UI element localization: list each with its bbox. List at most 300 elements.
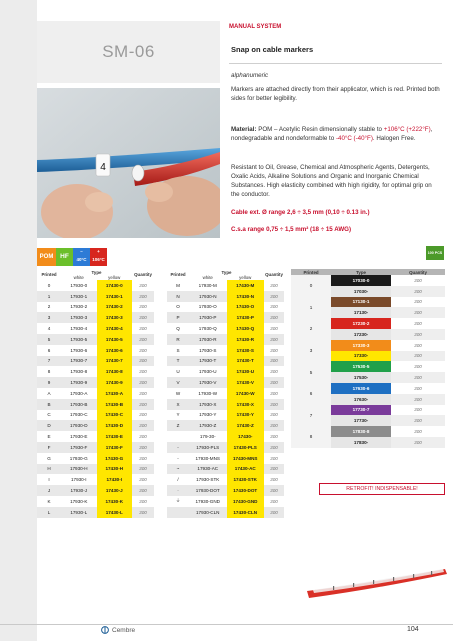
color-table-row	[291, 426, 445, 437]
white-code-cell: 17930-CLN	[196, 509, 220, 515]
white-code-cell: 17930-U	[198, 369, 217, 375]
page-title: Snap on cable markers	[231, 45, 314, 54]
printed-cell: B	[47, 401, 51, 407]
brand-name: Cembre	[112, 626, 136, 634]
quantity-cell: 300	[139, 369, 147, 375]
material-text-c: . Halogen Free.	[372, 135, 416, 142]
printed-cell: 8	[47, 369, 51, 375]
table-row	[37, 410, 154, 421]
col-type: Type	[356, 269, 366, 275]
csa-range: C.s.a range 0,75 ÷ 1,5 mm² (18 ÷ 15 AWG)	[231, 226, 352, 233]
color-code-cell: 17630-6	[331, 383, 391, 394]
white-code-cell: 17930-P	[199, 315, 217, 321]
yellow-code-cell: 17430-G	[97, 453, 133, 464]
quantity-cell: 300	[414, 364, 422, 370]
white-code-cell: 17930-DOT	[195, 488, 220, 494]
color-table-row	[291, 275, 445, 286]
cembre-logo-icon	[101, 626, 109, 634]
quantity-cell: 300	[270, 380, 278, 386]
table-row	[37, 399, 154, 410]
yellow-code-cell: 17430-P	[227, 312, 265, 323]
color-code-cell: 17330-	[331, 351, 391, 362]
table-row	[167, 420, 284, 431]
white-code-cell: 17930-0	[70, 282, 88, 288]
printed-cell	[167, 431, 189, 442]
color-code-cell: 17230-	[331, 329, 391, 340]
quantity-cell: 300	[391, 351, 445, 362]
yellow-code-cell: 17430-L	[97, 507, 133, 518]
printed-cell: R	[176, 336, 180, 342]
table-row	[167, 377, 284, 388]
yellow-code-cell: 17430-9	[97, 377, 133, 388]
white-code-cell: 17930-T	[199, 358, 217, 364]
white-code-cell: 17930-J	[70, 488, 88, 494]
quantity-cell: 300	[270, 369, 278, 375]
printed-cell: U	[176, 369, 180, 375]
table-row	[37, 280, 154, 291]
quantity-cell: 300	[270, 498, 278, 504]
color-code-cell: 17030-0	[331, 275, 391, 286]
material-paragraph	[231, 125, 441, 143]
table-row	[37, 431, 154, 442]
quantity-cell: 300	[414, 385, 422, 391]
yellow-code-cell: 17430-Z	[227, 420, 265, 431]
quantity-cell: 300	[270, 326, 278, 332]
white-code-cell: 17930-G	[69, 455, 88, 461]
white-code-cell: 17930-C	[69, 412, 88, 418]
white-code-cell: 17930-L	[70, 509, 88, 515]
printed-cell: 0	[291, 275, 331, 297]
yellow-code-cell: 17430-S	[227, 345, 265, 356]
printed-cell: P	[176, 315, 180, 321]
subtitle: alphanumeric	[231, 72, 269, 79]
white-code-cell: 17930-S	[199, 347, 217, 353]
col-printed: Printed	[41, 272, 57, 277]
color-code-cell: 17030-	[331, 286, 391, 297]
white-code-cell: 17930-A	[70, 390, 88, 396]
table-row	[167, 312, 284, 323]
printed-cell: 6	[291, 383, 331, 405]
white-code-cell: 17930-PLS	[196, 444, 220, 450]
white-code-cell: 17930-V	[199, 380, 217, 386]
yellow-code-cell: 17430-N	[227, 291, 265, 302]
markers-table-1	[37, 269, 154, 518]
quantity-cell: 300	[139, 282, 147, 288]
low-temp-value: 40°C	[76, 257, 87, 262]
table-row	[167, 366, 284, 377]
table-row	[37, 442, 154, 453]
quantity-cell: 300	[270, 293, 278, 299]
table-row	[167, 431, 284, 442]
retrofit-banner: RETROFIT! INDISPENSABLE!	[319, 483, 445, 495]
table-row	[167, 474, 284, 485]
color-code-cell: 17630-	[331, 394, 391, 405]
printed-cell: 0	[47, 282, 51, 288]
white-code-cell: 179-30-	[199, 434, 216, 440]
quantity-cell: 300	[270, 336, 278, 342]
white-code-cell: 17930-2	[70, 304, 88, 310]
quantity-cell: 300	[270, 455, 278, 461]
printed-cell: C	[47, 412, 51, 418]
quantity-cell: 300	[270, 434, 278, 440]
quantity-cell: 300	[139, 315, 147, 321]
white-code-cell: 17930-1	[70, 293, 88, 299]
quantity-cell: 300	[270, 423, 278, 429]
temp-high: +106°C (+222°F)	[383, 126, 431, 133]
quantity-cell: 300	[139, 304, 147, 310]
white-code-cell: 17930-O	[198, 304, 217, 310]
col-yellow: yellow	[108, 275, 121, 280]
white-code-cell: 17930-STK	[196, 477, 220, 483]
white-code-cell: 17930-MNS	[195, 455, 220, 461]
packaging-bag-icon: 100 PCS	[426, 246, 444, 260]
quantity-cell: 300	[139, 412, 147, 418]
section-label: MANUAL SYSTEM	[229, 24, 282, 30]
high-temp-badge	[90, 248, 107, 266]
table-row	[37, 334, 154, 345]
table-row	[167, 323, 284, 334]
table-row	[37, 291, 154, 302]
quantity-cell: 300	[391, 437, 445, 448]
printed-cell: N	[176, 293, 180, 299]
table-row	[167, 453, 284, 464]
table-row	[167, 464, 284, 475]
table-row	[37, 323, 154, 334]
quantity-cell: 300	[139, 390, 147, 396]
markers-table-2	[167, 269, 284, 518]
table-row	[37, 312, 154, 323]
table-row	[167, 399, 284, 410]
yellow-code-cell: 17430-AC	[227, 464, 265, 475]
printed-cell: 2	[47, 304, 51, 310]
printed-cell: 7	[47, 358, 51, 364]
printed-cell: 1	[47, 293, 51, 299]
table-row	[167, 410, 284, 421]
printed-cell: O	[176, 304, 180, 310]
yellow-code-cell: 17430-E	[97, 431, 133, 442]
col-quantity: Quantity	[409, 269, 427, 275]
table-row	[37, 507, 154, 518]
yellow-code-cell: 17430-Q	[227, 323, 265, 334]
white-code-cell: 17930-R	[198, 336, 217, 342]
quantity-cell: 300	[414, 429, 422, 435]
left-margin-panel	[0, 0, 37, 641]
page-number: 104	[407, 626, 419, 633]
printed-cell: -	[177, 444, 179, 450]
description-paragraph: Markers are attached directly from their applicator, which is red. Printed both sides for better legibility.	[231, 86, 440, 102]
quantity-cell: 300	[270, 358, 278, 364]
white-code-cell: 17930-B	[70, 401, 88, 407]
color-code-cell: 17830-8	[331, 426, 391, 437]
quantity-cell: 300	[139, 326, 147, 332]
color-markers-table	[291, 269, 445, 448]
table-row	[37, 420, 154, 431]
quantity-cell: 300	[139, 336, 147, 342]
high-temp-sign: +	[97, 249, 100, 254]
yellow-code-cell: 17430-DOT	[227, 485, 265, 496]
white-code-cell: 17930-AC	[197, 466, 219, 472]
material-label: Material:	[231, 126, 257, 133]
white-code-cell: 17930-E	[70, 434, 88, 440]
quantity-cell: 300	[139, 358, 147, 364]
table-row	[37, 377, 154, 388]
table-row	[167, 356, 284, 367]
yellow-code-cell: 17430-Y	[227, 410, 265, 421]
quantity-cell: 300	[139, 423, 147, 429]
printed-cell: 7	[291, 405, 331, 427]
white-code-cell: 17930-5	[70, 336, 88, 342]
yellow-code-cell: 17430-2	[97, 302, 133, 313]
yellow-code-cell: 17430-T	[227, 356, 265, 367]
yellow-code-cell: 17430-K	[97, 496, 133, 507]
yellow-code-cell: 17430-D	[97, 420, 133, 431]
yellow-code-cell: 17430-1	[97, 291, 133, 302]
color-code-cell: 17730-	[331, 415, 391, 426]
table-row	[167, 442, 284, 453]
white-code-cell: 17930-N	[198, 293, 217, 299]
table-row	[37, 453, 154, 464]
product-title: SM-06	[102, 42, 155, 61]
product-title-box	[37, 21, 220, 83]
color-code-cell: 17230-2	[331, 318, 391, 329]
quantity-cell: 300	[270, 347, 278, 353]
yellow-code-cell: 17430-B	[97, 399, 133, 410]
yellow-code-cell: 17430-PLS	[227, 442, 265, 453]
printed-cell	[167, 507, 189, 518]
table-row	[37, 366, 154, 377]
white-code-cell: 17930-3	[70, 315, 88, 321]
white-code-cell: 17930-Q	[198, 326, 217, 332]
quantity-cell: 300	[414, 299, 422, 305]
printed-cell: I	[48, 477, 50, 483]
table-row	[37, 345, 154, 356]
printed-cell: H	[47, 466, 51, 472]
high-temp-value: 106°C	[92, 257, 105, 262]
yellow-code-cell: 17430-H	[97, 464, 133, 475]
yellow-code-cell: 17430-M	[227, 280, 265, 291]
quantity-cell: 300	[270, 412, 278, 418]
printed-cell: G	[47, 455, 51, 461]
yellow-code-cell: 17430-J	[97, 485, 133, 496]
color-table-row	[291, 340, 445, 351]
white-code-cell: 17930-Y	[199, 412, 217, 418]
quantity-cell: 300	[414, 321, 422, 327]
col-printed: Printed	[303, 269, 319, 275]
marker-strip-illustration	[303, 565, 448, 605]
quantity-cell: 300	[391, 394, 445, 405]
quantity-cell: 300	[414, 342, 422, 348]
quantity-cell: 300	[414, 407, 422, 413]
col-yellow: yellow	[239, 275, 252, 280]
yellow-code-cell: 17430-	[227, 431, 265, 442]
table-row	[37, 464, 154, 475]
printed-cell: Q	[176, 326, 180, 332]
quantity-cell: 300	[139, 477, 147, 483]
quantity-cell: 300	[391, 415, 445, 426]
col-type: Type	[91, 269, 102, 275]
quantity-cell: 300	[391, 307, 445, 318]
yellow-code-cell: 17430-GND	[227, 496, 265, 507]
printed-cell: Z	[176, 423, 180, 429]
table-row	[167, 388, 284, 399]
quantity-cell: 300	[270, 509, 278, 515]
color-code-cell: 17830-	[331, 437, 391, 448]
quantity-cell: 300	[270, 444, 278, 450]
printed-cell: ⏚	[175, 498, 181, 504]
yellow-code-cell: 17430-MNS	[227, 453, 265, 464]
quantity-cell: 300	[414, 277, 422, 283]
material-text-b: , nondegradable and nondeformable to	[231, 126, 433, 142]
yellow-code-cell: 17430-5	[97, 334, 133, 345]
printed-cell: 8	[291, 426, 331, 448]
quantity-cell: 300	[270, 304, 278, 310]
table-row	[37, 496, 154, 507]
table-row	[167, 507, 284, 518]
white-code-cell: 17930-8	[70, 369, 88, 375]
halogen-free-badge: HF	[56, 248, 73, 266]
printed-cell: 3	[47, 315, 51, 321]
quantity-cell: 300	[270, 315, 278, 321]
yellow-code-cell: 17430-3	[97, 312, 133, 323]
printed-cell: 4	[47, 326, 51, 332]
table-row	[167, 496, 284, 507]
printed-cell: V	[176, 380, 180, 386]
white-code-cell: 17930-W	[198, 390, 218, 396]
resistance-paragraph: Resistant to Oil, Grease, Chemical and Atmospheric Agents, Detergents, Oxalic Acids, Alkaline Solutions and Organic and Inorganic Chemical Substances. High elasticity combined with high rigidity, for optimal grip on the conductor.	[231, 164, 432, 198]
product-photo	[37, 88, 220, 238]
printed-cell: ~	[176, 466, 180, 472]
color-code-cell: 17130-	[331, 307, 391, 318]
printed-cell: F	[47, 444, 51, 450]
col-white: white	[202, 275, 213, 280]
white-code-cell: 17930-Z	[199, 423, 217, 429]
yellow-code-cell: 17430-STK	[227, 474, 265, 485]
color-table-row	[291, 297, 445, 308]
printed-cell: 6	[47, 347, 51, 353]
quantity-cell: 300	[139, 498, 147, 504]
yellow-code-cell: 17430-4	[97, 323, 133, 334]
temp-low: -40°C (-40°F)	[335, 135, 373, 142]
color-table-row	[291, 405, 445, 416]
printed-cell: 5	[291, 361, 331, 383]
color-table-row	[291, 361, 445, 372]
printed-cell: 2	[291, 318, 331, 340]
white-code-cell: 17930-9	[70, 380, 88, 386]
printed-cell: J	[47, 488, 51, 494]
cable-marker-photo-svg	[37, 88, 220, 238]
quantity-cell: 300	[391, 329, 445, 340]
printed-cell: E	[47, 434, 51, 440]
yellow-code-cell: 17430-8	[97, 366, 133, 377]
pom-badge: POM	[37, 248, 56, 266]
quantity-cell: 300	[270, 390, 278, 396]
quantity-cell: 300	[139, 509, 147, 515]
yellow-code-cell: 17430-6	[97, 345, 133, 356]
quantity-cell: 300	[391, 286, 445, 297]
yellow-code-cell: 17430-V	[227, 377, 265, 388]
printed-cell: K	[47, 498, 51, 504]
printed-cell: 1	[291, 297, 331, 319]
quantity-cell: 300	[270, 466, 278, 472]
col-quantity: Quantity	[134, 272, 152, 277]
table-row	[37, 388, 154, 399]
quantity-cell: 300	[391, 372, 445, 383]
table-row	[167, 291, 284, 302]
printed-cell: Y	[176, 412, 180, 418]
white-code-cell: 17930-M	[198, 282, 217, 288]
quantity-cell: 300	[139, 434, 147, 440]
col-quantity: Quantity	[265, 272, 283, 277]
white-code-cell: 17930-I	[70, 477, 87, 483]
yellow-code-cell: 17430-C	[97, 410, 133, 421]
printed-cell: 3	[291, 340, 331, 362]
color-code-cell: 17330-3	[331, 340, 391, 351]
table-row	[167, 280, 284, 291]
printed-cell: /	[177, 477, 179, 483]
yellow-code-cell: 17430-X	[227, 399, 265, 410]
title-divider	[229, 63, 442, 64]
yellow-code-cell: 17430-7	[97, 356, 133, 367]
color-code-cell: 17130-1	[331, 297, 391, 308]
color-table-row	[291, 318, 445, 329]
cable-range: Cable ext. Ø range 2,6 ÷ 3,5 mm (0,10 ÷ 0.13 in.)	[231, 209, 370, 216]
color-table-row	[291, 383, 445, 394]
printed-cell: X	[176, 401, 180, 407]
yellow-code-cell: 17430-W	[227, 388, 265, 399]
quantity-cell: 300	[139, 347, 147, 353]
quantity-cell: 300	[270, 488, 278, 494]
printed-cell: W	[175, 390, 181, 396]
yellow-code-cell: 17430-0	[97, 280, 133, 291]
quantity-cell: 300	[139, 466, 147, 472]
yellow-code-cell: 17430-I	[97, 474, 133, 485]
printed-cell: M	[176, 282, 180, 288]
printed-cell: 5	[47, 336, 51, 342]
yellow-code-cell: 17430-O	[227, 302, 265, 313]
table-row	[37, 356, 154, 367]
table-row	[167, 334, 284, 345]
color-code-cell: 17730-7	[331, 405, 391, 416]
yellow-code-cell: 17430-CLN	[227, 507, 265, 518]
quantity-cell: 300	[139, 455, 147, 461]
quantity-cell: 300	[270, 401, 278, 407]
printed-cell: T	[176, 358, 180, 364]
white-code-cell: 17930-F	[70, 444, 88, 450]
material-text-a: POM – Acetylic Resin dimensionally stable to	[258, 126, 382, 133]
col-white: white	[73, 275, 84, 280]
yellow-code-cell: 17430-F	[97, 442, 133, 453]
low-temp-sign: –	[80, 249, 83, 254]
white-code-cell: 17930-GND	[195, 498, 220, 504]
printed-cell: D	[47, 423, 51, 429]
quantity-cell: 300	[139, 293, 147, 299]
col-printed: Printed	[170, 272, 186, 277]
marker-character: 4	[100, 162, 106, 173]
printed-cell: L	[47, 509, 51, 515]
color-code-cell: 17530-5	[331, 361, 391, 372]
white-code-cell: 17930-X	[199, 401, 217, 407]
table-row	[167, 302, 284, 313]
white-code-cell: 17930-H	[69, 466, 88, 472]
printed-cell: ·	[177, 488, 179, 494]
white-code-cell: 17930-6	[70, 347, 88, 353]
white-code-cell: 17930-4	[70, 326, 88, 332]
quantity-cell: 300	[270, 282, 278, 288]
quantity-cell: 300	[139, 488, 147, 494]
white-code-cell: 17930-7	[70, 358, 88, 364]
yellow-code-cell: 17430-R	[227, 334, 265, 345]
table-row	[167, 345, 284, 356]
